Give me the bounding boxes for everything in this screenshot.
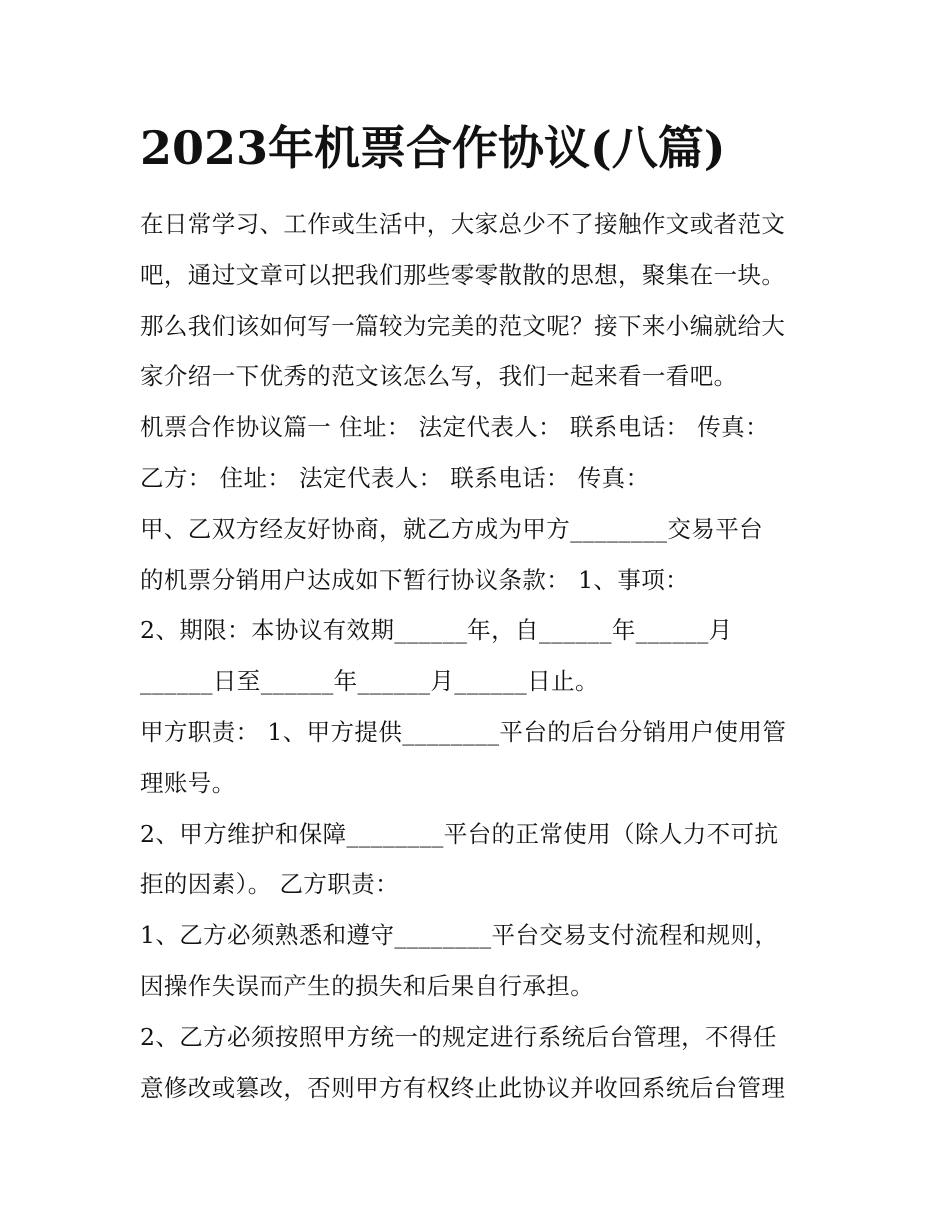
document-title: 2023年机票合作协议(八篇) (140, 121, 726, 175)
paragraph-line: 理账号。 (140, 768, 236, 797)
paragraph-line: 家介绍一下优秀的范文该怎么写，我们一起来看一看吧。 (140, 362, 738, 391)
paragraph-line: 的机票分销用户达成如下暂行协议条款： 1、事项： (140, 565, 690, 594)
paragraph-line: 2、甲方维护和保障________平台的正常使用（除人力不可抗 (140, 819, 779, 848)
paragraph-line: 拒的因素）。 乙方职责： (140, 870, 400, 899)
paragraph-line: 吧，通过文章可以把我们那些零零散散的思想，聚集在一块。 (140, 260, 786, 289)
paragraph-line: 在日常学习、工作或生活中，大家总少不了接触作文或者范文 (140, 210, 786, 238)
paragraph-line: 机票合作协议篇一 住址： 法定代表人： 联系电话： 传真： (140, 413, 769, 442)
paragraph-line: 乙方： 住址： 法定代表人： 联系电话： 传真： (140, 463, 650, 492)
paragraph-line: 1、乙方必须熟悉和遵守________平台交易支付流程和规则， (140, 921, 779, 950)
paragraph-line: 因操作失误而产生的损失和后果自行承担。 (140, 971, 595, 1000)
paragraph-line: 2、期限：本协议有效期______年，自______年______月 (140, 616, 733, 645)
paragraph-line: 意修改或篡改，否则甲方有权终止此协议并收回系统后台管理 (140, 1073, 786, 1102)
paragraph-line: 甲方职责： 1、甲方提供________平台的后台分销用户使用管 (140, 717, 787, 746)
paragraph-line: 甲、乙双方经友好协商，就乙方成为甲方________交易平台 (140, 514, 763, 543)
paragraph-line: 那么我们该如何写一篇较为完美的范文呢？接下来小编就给大 (140, 311, 786, 340)
document-body (140, 199, 820, 1113)
paragraph-line: 2、乙方必须按照甲方统一的规定进行系统后台管理，不得任 (140, 1022, 777, 1051)
paragraph-line: ______日至______年______月______日止。 (140, 667, 599, 696)
